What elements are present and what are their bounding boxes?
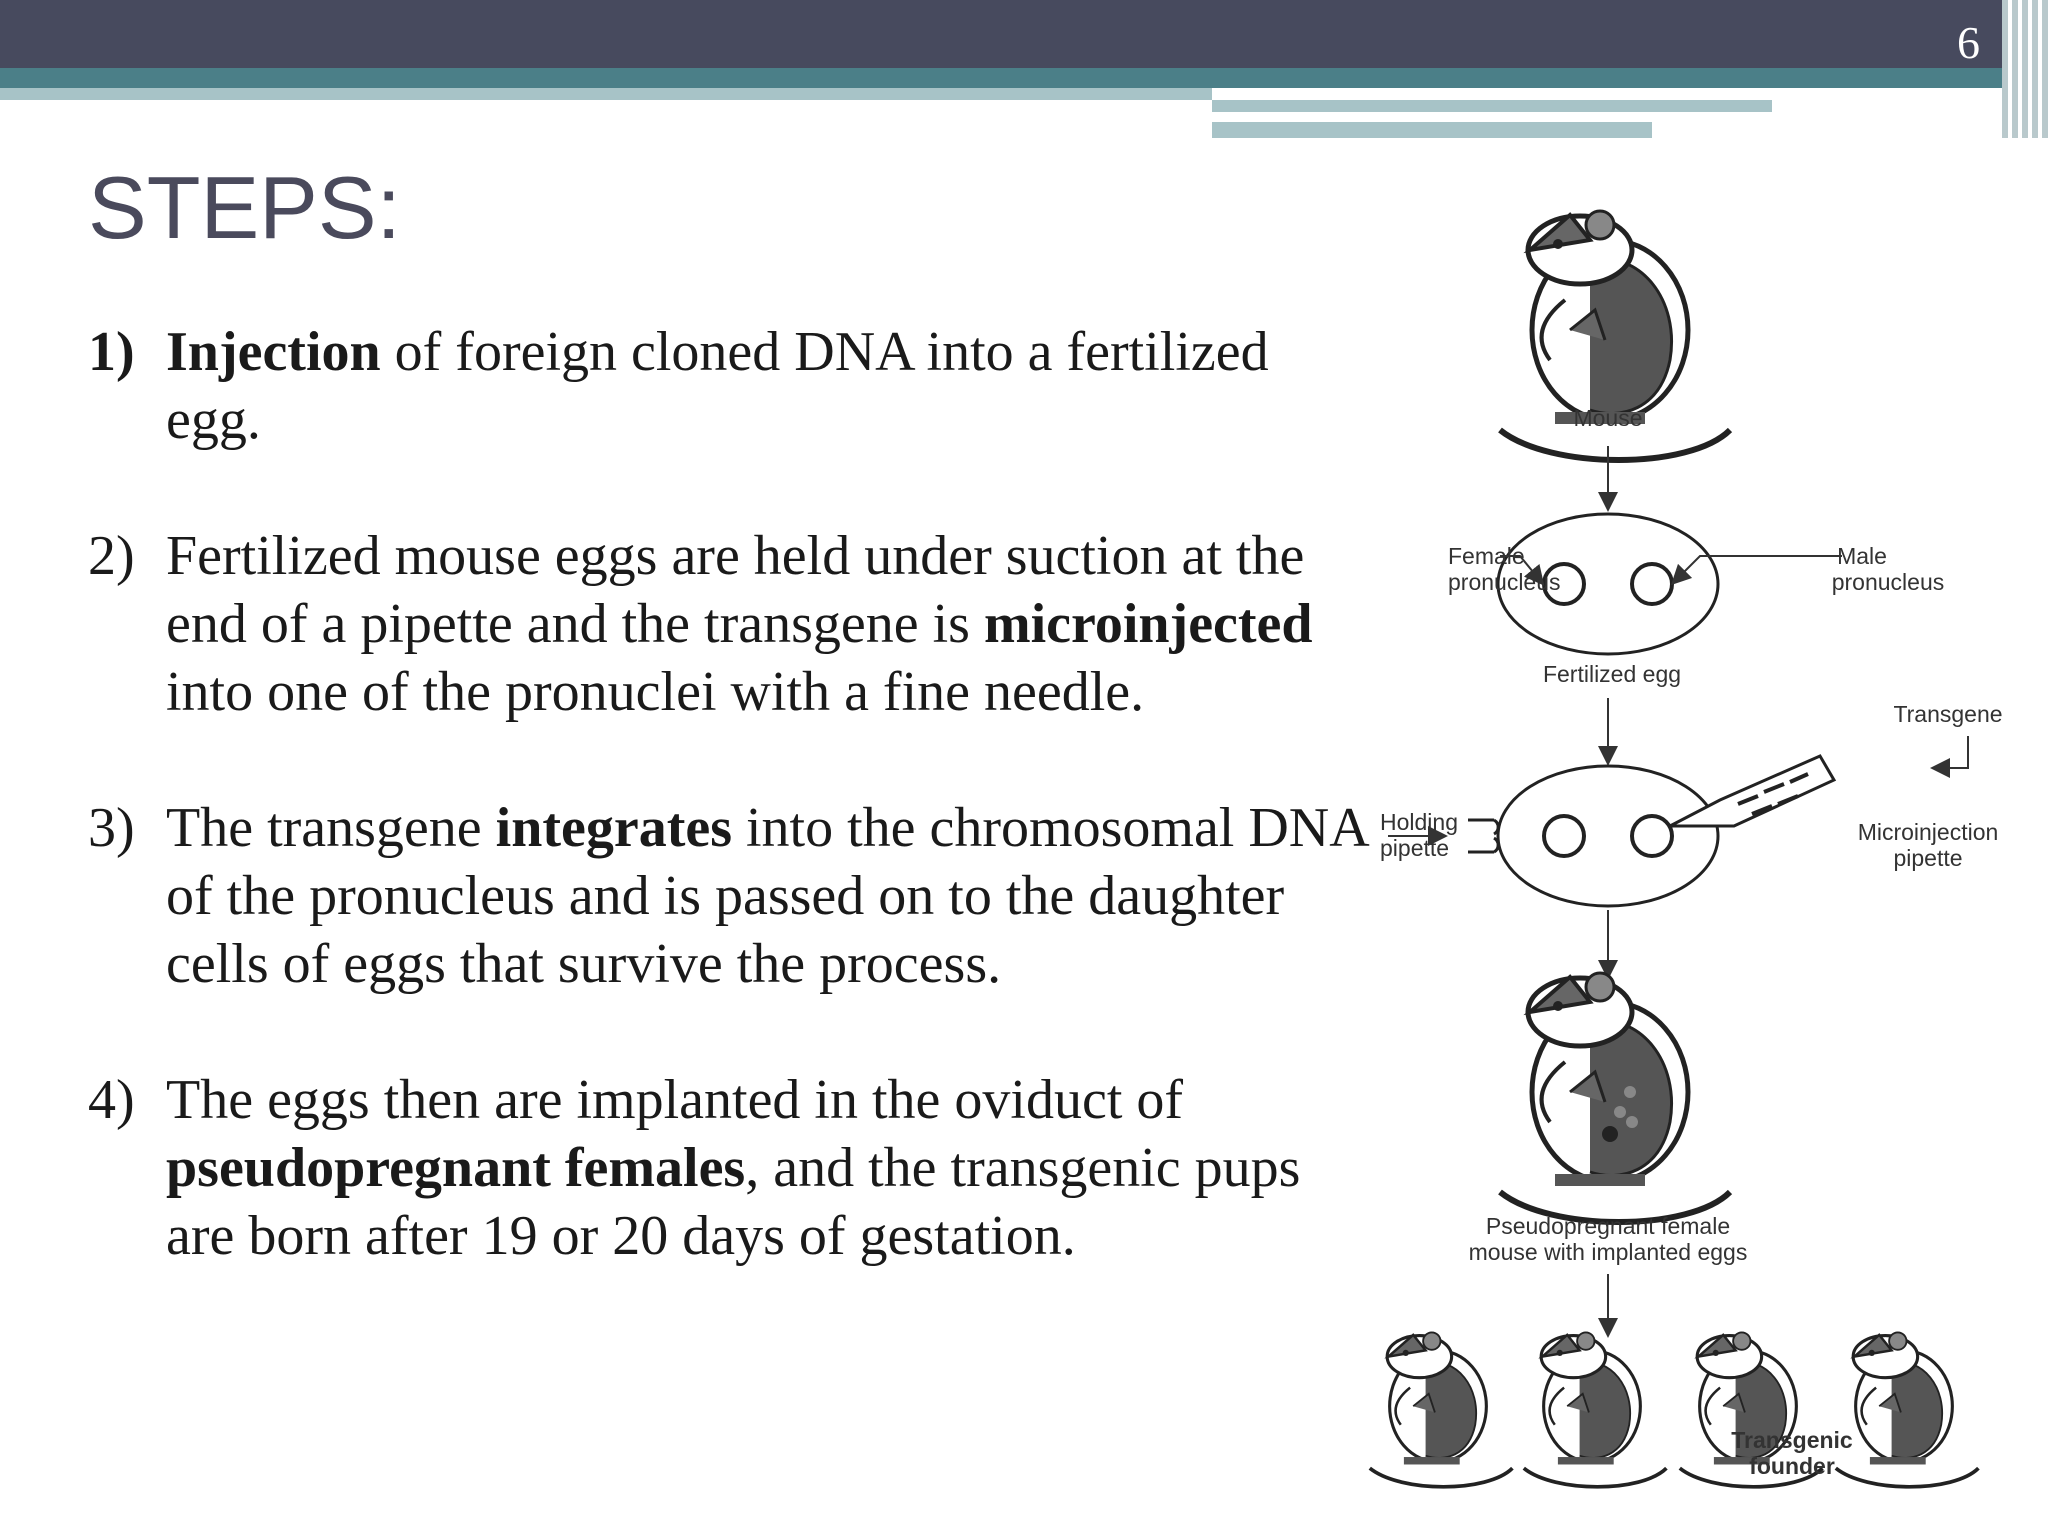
label-mouse: Mouse (1573, 405, 1643, 431)
label-fertilized-egg: Fertilized egg (1542, 661, 1682, 687)
label-microinjection-pipette-line2: pipette (1893, 845, 1963, 871)
label-holding-pipette: Holding (1380, 809, 1458, 835)
pup-icon (1370, 1332, 1513, 1486)
step-bold-term: pseudopregnant females (166, 1137, 746, 1199)
pup-icon (1524, 1332, 1667, 1486)
header-accent-band (0, 68, 2048, 88)
label-male-pronucleus: Male (1837, 543, 1887, 569)
label-female-pronucleus: Female (1448, 543, 1525, 569)
egg-injection-shape (1498, 766, 1718, 906)
label-microinjection-pipette: Microinjection (1857, 819, 1999, 845)
step-bold-term: integrates (495, 797, 732, 859)
step-text: , and the transgenic pups are born after 19 or 20 days of gestation. (166, 1137, 1301, 1267)
label-transgenic-founder: Transgenic (1731, 1427, 1853, 1453)
step-text: into the chromosomal DNA of the pronucleus and is passed on to the daughter cells of eggs that survive the process. (166, 797, 1367, 995)
step-number: 1) (88, 321, 135, 383)
slide-number: 6 (1957, 17, 1980, 68)
label-pseudopregnant: Pseudopregnant female (1485, 1213, 1731, 1239)
step-bold-term: Injection (166, 321, 381, 383)
label-transgenic-founder-line2: founder (1749, 1453, 1835, 1479)
header-right-gap (1212, 112, 1898, 117)
step-number: 2) (88, 525, 135, 587)
step-text: into one of the pronuclei with a fine needle. (166, 661, 1145, 723)
step-4 (88, 1066, 1368, 1270)
step-2 (88, 522, 1368, 726)
label-female-pronucleus-line2: pronucleus (1448, 569, 1561, 595)
header-band (0, 0, 2048, 68)
step-1 (88, 318, 1368, 454)
transgenic-mouse-diagram (1360, 200, 2020, 1500)
step-bold-term: microinjected (983, 593, 1313, 655)
label-pseudopregnant-line2: mouse with implanted eggs (1468, 1239, 1748, 1265)
header-right-band-lower (1212, 122, 1652, 138)
pronucleus-shape (1632, 816, 1672, 856)
label-transgene: Transgene (1893, 701, 2003, 727)
pseudopregnant-mouse-icon (1500, 973, 1730, 1222)
step-3 (88, 794, 1368, 998)
step-number: 4) (88, 1069, 135, 1131)
pup-icon (1836, 1332, 1979, 1486)
steps-list (88, 318, 1368, 1338)
step-text: of foreign cloned DNA into a fertilized egg. (166, 321, 1269, 451)
header-stripes (2002, 0, 2048, 138)
slide-title: STEPS: (88, 158, 401, 257)
step-text: Fertilized mouse eggs are held under suction at the end of a pipette and the transgene is (166, 525, 1305, 655)
header-light-band (0, 88, 1212, 100)
step-text: The eggs then are implanted in the oviduct of (166, 1069, 1184, 1131)
label-holding-pipette-line2: pipette (1380, 835, 1450, 861)
step-text: The transgene (166, 797, 496, 859)
pronucleus-shape (1544, 816, 1584, 856)
male-pronucleus-shape (1632, 564, 1672, 604)
label-male-pronucleus-line2: pronucleus (1831, 569, 1945, 595)
step-number: 3) (88, 797, 135, 859)
